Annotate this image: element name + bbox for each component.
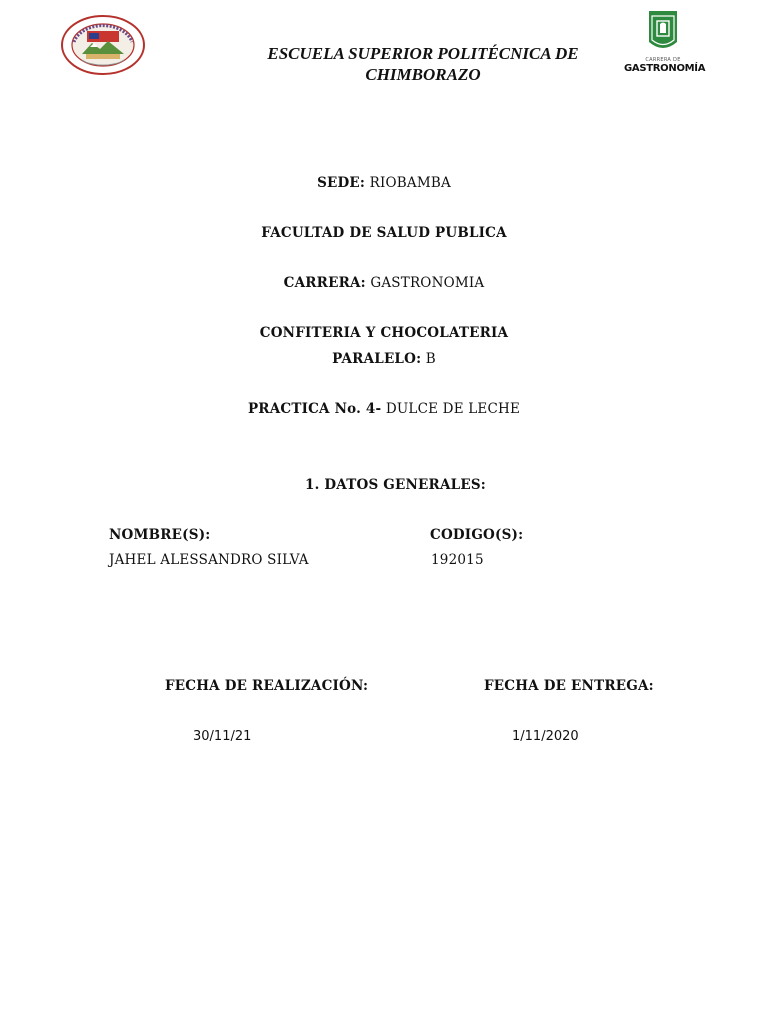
fecha-realizacion-label: FECHA DE REALIZACIÓN: [165, 678, 369, 694]
institution-title-line1: ESCUELA SUPERIOR POLITÉCNICA DE [267, 44, 579, 63]
practica-label: PRACTICA No. 4- [247, 401, 382, 417]
nombre-value: JAHEL ALESSANDRO SILVA [109, 552, 309, 568]
espoch-seal-logo [60, 14, 146, 76]
gastronomia-logo-text: GASTRONOMÍA [624, 63, 706, 74]
institution-title [240, 43, 606, 85]
carrera-line [0, 275, 768, 291]
codigo-label: CODIGO(S): [430, 527, 524, 543]
nombre-label: NOMBRE(S): [109, 527, 211, 543]
sede-line [0, 175, 768, 191]
sede-value: RIOBAMBA [369, 175, 451, 191]
datos-generales-heading: 1. DATOS GENERALES: [305, 477, 486, 493]
facultad-line: FACULTAD DE SALUD PUBLICA [261, 225, 507, 241]
institution-title-line2: CHIMBORAZO [365, 65, 481, 84]
paralelo-label: PARALELO: [332, 351, 422, 367]
gastronomia-shield-icon [646, 8, 680, 54]
gastronomia-logo [624, 8, 706, 80]
materia-line: CONFITERIA Y CHOCOLATERIA [259, 325, 509, 341]
fecha-entrega-value: 1/11/2020 [512, 729, 579, 744]
gastronomia-logo-subtitle: CARRERA DE [645, 57, 681, 63]
practica-value: DULCE DE LECHE [385, 401, 521, 417]
carrera-value: GASTRONOMIA [370, 275, 485, 291]
fecha-entrega-label: FECHA DE ENTREGA: [484, 678, 654, 694]
paralelo-line [0, 351, 768, 367]
practica-line [0, 401, 768, 417]
sede-label: SEDE: [317, 175, 366, 191]
paralelo-value: B [425, 351, 436, 367]
fecha-realizacion-value: 30/11/21 [193, 729, 252, 744]
carrera-label: CARRERA: [283, 275, 366, 291]
codigo-value: 192015 [431, 552, 484, 568]
